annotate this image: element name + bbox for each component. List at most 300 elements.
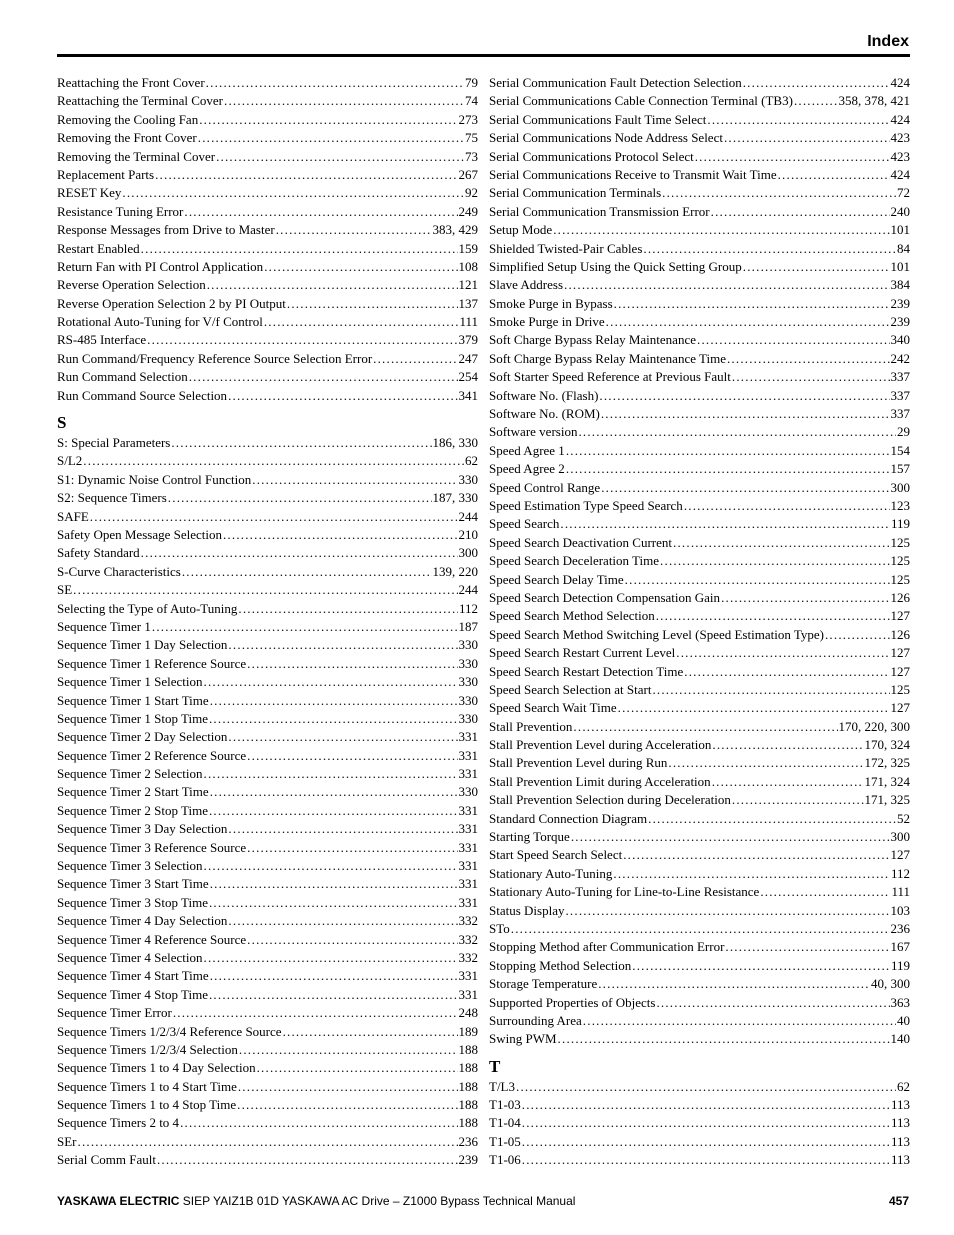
dot-leader	[707, 111, 889, 129]
index-entry	[489, 938, 910, 956]
index-entry	[489, 994, 910, 1012]
index-entry-name: Sequence Timer 2 Stop Time	[57, 802, 208, 818]
index-entry-name: Swing PWM	[489, 1031, 557, 1047]
index-entry-name: Response Messages from Drive to Master	[57, 222, 275, 238]
dot-leader	[210, 692, 458, 710]
dot-leader	[204, 949, 458, 967]
index-entry-pages: 111	[459, 314, 478, 330]
index-entry-name: T/L3	[489, 1078, 515, 1094]
index-entry	[57, 1023, 478, 1041]
index-entry	[489, 405, 910, 423]
dot-leader	[662, 184, 896, 202]
index-entry-pages: 340	[890, 332, 910, 348]
index-entry	[57, 331, 478, 349]
index-entry-name: Slave Address	[489, 277, 564, 293]
index-entry	[57, 1114, 478, 1132]
dot-leader	[516, 1078, 896, 1096]
index-entry-pages: 170, 220, 300	[838, 718, 910, 734]
index-entry	[489, 1012, 910, 1030]
index-entry	[489, 74, 910, 92]
dot-leader	[247, 655, 457, 673]
index-entry-name: Serial Communication Terminals	[489, 185, 662, 201]
index-entry-pages: 113	[890, 1115, 910, 1131]
dot-leader	[558, 1030, 890, 1048]
dot-leader	[264, 258, 457, 276]
dot-leader	[598, 975, 870, 993]
index-entry-pages: 127	[890, 663, 910, 679]
dot-leader	[725, 938, 889, 956]
index-entry-name: Speed Control Range	[489, 479, 601, 495]
index-entry-name: Sequence Timer 3 Reference Source	[57, 839, 247, 855]
index-entry-name: Resistance Tuning Error	[57, 203, 184, 219]
index-entry	[57, 74, 478, 92]
index-entry-name: Sequence Timer 4 Start Time	[57, 968, 209, 984]
dot-leader	[712, 736, 863, 754]
dot-leader	[732, 791, 864, 809]
index-entry-pages: 119	[890, 957, 910, 973]
index-entry-pages: 337	[890, 406, 910, 422]
index-entry-pages: 331	[458, 802, 478, 818]
index-entry-pages: 239	[458, 1152, 478, 1168]
index-entry-pages: 242	[890, 350, 910, 366]
dot-leader	[209, 710, 458, 728]
index-entry-pages: 331	[458, 766, 478, 782]
dot-leader	[522, 1114, 890, 1132]
index-entry-pages: 127	[890, 700, 910, 716]
index-entry-pages: 273	[458, 111, 478, 127]
index-entry-pages: 112	[458, 600, 478, 616]
index-entry-name: Speed Search Method Switching Level (Speed Estimation Type)	[489, 626, 824, 642]
index-entry-name: Sequence Timers 2 to 4	[57, 1115, 180, 1131]
footer-page-number: 457	[888, 1194, 909, 1208]
index-entry-pages: 424	[890, 111, 910, 127]
dot-leader	[173, 1004, 458, 1022]
index-entry	[57, 820, 478, 838]
page-header-title: Index	[867, 33, 909, 50]
index-entry-pages: 101	[890, 222, 910, 238]
index-entry	[57, 581, 478, 599]
index-entry	[57, 221, 478, 239]
index-entry-name: Sequence Timer 4 Stop Time	[57, 986, 208, 1002]
index-entry-pages: 236	[890, 920, 910, 936]
index-entry-pages: 74	[465, 93, 478, 109]
index-entry	[57, 1059, 478, 1077]
index-entry	[489, 350, 910, 368]
dot-leader	[209, 894, 458, 912]
footer-brand: YASKAWA ELECTRIC	[57, 1194, 180, 1208]
dot-leader	[695, 148, 890, 166]
index-entry-pages: 254	[458, 369, 478, 385]
index-entry-name: Sequence Timer 4 Selection	[57, 949, 203, 965]
dot-leader	[216, 148, 464, 166]
dot-leader	[237, 1096, 457, 1114]
index-entry-pages: 189	[458, 1023, 478, 1039]
index-entry	[57, 673, 478, 691]
dot-leader	[157, 1151, 458, 1169]
dot-leader	[182, 563, 432, 581]
dot-leader	[794, 92, 838, 110]
index-entry	[489, 571, 910, 589]
index-entry	[57, 1151, 478, 1169]
index-entry-name: Software version	[489, 424, 578, 440]
entry-group-s-left	[57, 434, 478, 1170]
dot-leader	[228, 636, 457, 654]
index-entry-pages: 170, 324	[864, 737, 910, 753]
dot-leader	[711, 203, 890, 221]
index-entry	[57, 839, 478, 857]
index-entry	[57, 129, 478, 147]
index-entry-name: S-Curve Characteristics	[57, 563, 181, 579]
index-entry	[489, 902, 910, 920]
dot-leader	[632, 957, 890, 975]
index-entry-name: Simplified Setup Using the Quick Setting Group	[489, 258, 742, 274]
index-entry	[57, 387, 478, 405]
index-entry-name: Sequence Timers 1/2/3/4 Selection	[57, 1041, 238, 1057]
index-entry-pages: 187, 330	[432, 490, 478, 506]
dot-leader	[613, 865, 890, 883]
footer-manual-name: SIEP YAIZ1B 01D YASKAWA AC Drive – Z1000 Bypass Technical Manual	[179, 1194, 576, 1208]
index-entry	[57, 894, 478, 912]
index-entry-pages: 125	[890, 571, 910, 587]
index-entry	[489, 1133, 910, 1151]
index-entry-pages: 75	[465, 130, 478, 146]
index-entry	[57, 636, 478, 654]
index-entry	[57, 184, 478, 202]
index-entry-name: Serial Communications Node Address Select	[489, 130, 723, 146]
index-entry-pages: 239	[890, 314, 910, 330]
index-entry-name: Storage Temperature	[489, 976, 598, 992]
index-entry-pages: 330	[458, 674, 478, 690]
index-entry-name: Safety Open Message Selection	[57, 526, 222, 542]
index-entry-pages: 332	[458, 949, 478, 965]
index-entry	[57, 986, 478, 1004]
index-entry-pages: 331	[458, 986, 478, 1002]
dot-leader	[553, 221, 889, 239]
dot-leader	[656, 994, 889, 1012]
index-entry	[57, 1133, 478, 1151]
index-entry-pages: 112	[890, 865, 910, 881]
index-entry-pages: 111	[891, 884, 910, 900]
dot-leader	[601, 405, 890, 423]
dot-leader	[83, 452, 464, 470]
entry-group-before-s	[57, 74, 478, 405]
index-entry	[489, 515, 910, 533]
index-entry	[57, 857, 478, 875]
dot-leader	[207, 276, 458, 294]
dot-leader	[648, 810, 896, 828]
dot-leader	[625, 571, 890, 589]
index-entry	[57, 1004, 478, 1022]
index-entry-pages: 331	[458, 858, 478, 874]
index-entry	[489, 423, 910, 441]
index-entry	[489, 589, 910, 607]
index-entry-pages: 424	[890, 166, 910, 182]
index-entry-pages: 423	[890, 148, 910, 164]
dot-leader	[566, 460, 890, 478]
dot-leader	[712, 773, 864, 791]
index-entry	[489, 754, 910, 772]
index-entry-pages: 358, 378, 421	[838, 93, 910, 109]
index-entry-pages: 188	[458, 1060, 478, 1076]
index-entry-pages: 119	[890, 516, 910, 532]
index-entry-pages: 337	[890, 387, 910, 403]
dot-leader	[141, 544, 458, 562]
index-entry-pages: 159	[458, 240, 478, 256]
index-entry	[57, 203, 478, 221]
dot-leader	[228, 912, 457, 930]
dot-leader	[206, 74, 464, 92]
index-entry	[489, 883, 910, 901]
dot-leader	[209, 986, 458, 1004]
section-letter-t: T	[489, 1056, 501, 1076]
index-entry-name: Software No. (ROM)	[489, 406, 600, 422]
index-entry-name: Sequence Timer 2 Day Selection	[57, 729, 228, 745]
index-entry	[489, 1078, 910, 1096]
dot-leader	[228, 387, 457, 405]
index-entry-pages: 127	[890, 847, 910, 863]
index-entry-name: Return Fan with PI Control Application	[57, 258, 264, 274]
index-entry-name: Removing the Front Cover	[57, 130, 197, 146]
header-rule	[57, 54, 910, 57]
index-entry-pages: 140	[890, 1031, 910, 1047]
index-entry	[489, 644, 910, 662]
index-entry-pages: 127	[890, 645, 910, 661]
dot-leader	[743, 258, 890, 276]
index-entry	[57, 295, 478, 313]
index-entry	[489, 295, 910, 313]
index-entry-pages: 363	[890, 994, 910, 1010]
index-entry-pages: 73	[465, 148, 478, 164]
index-entry	[489, 663, 910, 681]
index-entry-name: Sequence Timer 3 Stop Time	[57, 894, 208, 910]
index-entry	[57, 313, 478, 331]
index-entry	[489, 313, 910, 331]
index-entry-name: Serial Communications Receive to Transmit Wait Time	[489, 166, 777, 182]
index-entry	[489, 1151, 910, 1169]
index-entry-pages: 139, 220	[432, 563, 478, 579]
dot-leader	[618, 699, 890, 717]
dot-leader	[189, 368, 458, 386]
index-entry	[57, 111, 478, 129]
dot-leader	[732, 368, 890, 386]
index-entry-name: Sequence Timer 3 Selection	[57, 858, 203, 874]
index-entry-pages: 171, 325	[864, 792, 910, 808]
index-entry-name: Surrounding Area	[489, 1012, 582, 1028]
dot-leader	[825, 626, 890, 644]
dot-leader	[122, 184, 464, 202]
index-entry-name: Soft Charge Bypass Relay Maintenance Time	[489, 350, 726, 366]
index-entry-name: Sequence Timer 1	[57, 618, 151, 634]
index-entry	[489, 699, 910, 717]
index-entry-name: Sequence Timer 2 Selection	[57, 766, 203, 782]
index-entry	[489, 773, 910, 791]
index-entry-pages: 330	[458, 710, 478, 726]
index-entry	[489, 957, 910, 975]
dot-leader	[583, 1012, 896, 1030]
index-entry	[57, 747, 478, 765]
index-entry-name: Speed Search Wait Time	[489, 700, 617, 716]
index-entry-pages: 172, 325	[864, 755, 910, 771]
index-entry-name: Sequence Timer 3 Day Selection	[57, 821, 228, 837]
index-entry	[489, 148, 910, 166]
dot-leader	[155, 166, 457, 184]
index-entry	[489, 681, 910, 699]
index-entry-name: Speed Search Deactivation Current	[489, 534, 673, 550]
dot-leader	[171, 434, 431, 452]
index-entry-name: Sequence Timer 4 Reference Source	[57, 931, 247, 947]
index-entry-pages: 113	[890, 1152, 910, 1168]
index-entry-pages: 300	[458, 545, 478, 561]
index-entry-name: Sequence Timer 1 Start Time	[57, 692, 209, 708]
dot-leader	[571, 828, 890, 846]
index-entry	[57, 489, 478, 507]
index-entry	[489, 92, 910, 110]
index-entry-pages: 249	[458, 203, 478, 219]
index-entry	[489, 221, 910, 239]
index-entry-name: Speed Search	[489, 516, 560, 532]
index-entry-pages: 244	[458, 508, 478, 524]
dot-leader	[73, 581, 457, 599]
index-entry-pages: 330	[458, 692, 478, 708]
index-entry	[57, 618, 478, 636]
index-entry-name: Sequence Timers 1/2/3/4 Reference Source	[57, 1023, 282, 1039]
index-entry	[489, 166, 910, 184]
index-entry-pages: 236	[458, 1133, 478, 1149]
dot-leader	[239, 1041, 458, 1059]
index-entry-name: S/L2	[57, 453, 83, 469]
index-entry-pages: 424	[890, 75, 910, 90]
index-entry-name: Sequence Timer Error	[57, 1005, 172, 1021]
index-entry-name: Sequence Timer 2 Reference Source	[57, 747, 247, 763]
index-entry	[489, 276, 910, 294]
index-entry	[57, 692, 478, 710]
index-entry-name: Sequence Timer 4 Day Selection	[57, 913, 228, 929]
index-entry-pages: 62	[465, 453, 478, 469]
dot-leader	[264, 313, 459, 331]
dot-leader	[204, 857, 458, 875]
index-entry	[489, 1096, 910, 1114]
index-entry	[489, 828, 910, 846]
index-entry-name: Sequence Timer 3 Start Time	[57, 876, 209, 892]
entry-group-t	[489, 1078, 910, 1170]
dot-leader	[656, 607, 890, 625]
index-entry-name: RS-485 Interface	[57, 332, 147, 348]
index-entry-name: Stall Prevention Level during Run	[489, 755, 668, 771]
index-entry-name: Restart Enabled	[57, 240, 140, 256]
index-entry-pages: 384	[890, 277, 910, 293]
index-entry-pages: 248	[458, 1005, 478, 1021]
dot-leader	[276, 221, 432, 239]
dot-leader	[78, 1133, 458, 1151]
dot-leader	[184, 203, 457, 221]
index-entry-pages: 383, 429	[432, 222, 478, 238]
index-entry-name: RESET Key	[57, 185, 122, 201]
index-entry-pages: 62	[897, 1078, 910, 1094]
index-column-right	[489, 74, 910, 1170]
index-entry-name: Selecting the Type of Auto-Tuning	[57, 600, 238, 616]
index-entry-name: Sequence Timers 1 to 4 Start Time	[57, 1078, 237, 1094]
index-entry	[57, 1096, 478, 1114]
index-entry	[489, 552, 910, 570]
dot-leader	[90, 508, 458, 526]
dot-leader	[210, 783, 458, 801]
dot-leader	[724, 129, 890, 147]
index-entry-name: SE	[57, 582, 73, 598]
index-entry-name: Sequence Timer 2 Start Time	[57, 784, 209, 800]
index-entry-name: Speed Estimation Type Speed Search	[489, 497, 683, 513]
index-entry-name: T1-04	[489, 1115, 521, 1131]
index-entry-name: Stall Prevention Selection during Deceleration	[489, 792, 731, 808]
index-entry-name: Standard Connection Diagram	[489, 810, 648, 826]
dot-leader	[238, 600, 458, 618]
index-entry-name: Sequence Timers 1 to 4 Stop Time	[57, 1097, 237, 1113]
index-entry	[489, 497, 910, 515]
index-entry-name: Speed Search Detection Compensation Gain	[489, 589, 721, 605]
dot-leader	[743, 74, 890, 92]
dot-leader	[247, 839, 457, 857]
index-entry-pages: 123	[890, 497, 910, 513]
index-entry-pages: 331	[458, 729, 478, 745]
index-entry	[57, 967, 478, 985]
index-entry-name: SEr	[57, 1133, 77, 1149]
index-entry	[57, 655, 478, 673]
dot-leader	[727, 350, 890, 368]
index-entry-name: Run Command/Frequency Reference Source Selection Error	[57, 350, 373, 366]
index-entry	[489, 865, 910, 883]
index-entry-pages: 247	[458, 350, 478, 366]
index-entry-name: Run Command Selection	[57, 369, 188, 385]
index-entry-name: Speed Search Deceleration Time	[489, 553, 660, 569]
index-entry-name: Sequence Timer 1 Stop Time	[57, 710, 208, 726]
index-entry-pages: 330	[458, 471, 478, 487]
index-entry-pages: 167	[890, 939, 910, 955]
dot-leader	[252, 471, 457, 489]
index-entry	[57, 563, 478, 581]
dot-leader	[676, 644, 889, 662]
dot-leader	[198, 129, 464, 147]
dot-leader	[565, 902, 889, 920]
index-entry-pages: 29	[897, 424, 910, 440]
index-entry-pages: 137	[458, 295, 478, 311]
index-entry	[489, 1114, 910, 1132]
index-entry-name: Sequence Timer 1 Reference Source	[57, 655, 247, 671]
index-entry	[489, 607, 910, 625]
index-entry	[489, 331, 910, 349]
index-entry-pages: 331	[458, 894, 478, 910]
dot-leader	[287, 295, 458, 313]
index-entry-name: T1-05	[489, 1133, 521, 1149]
index-entry	[57, 508, 478, 526]
index-entry-name: Replacement Parts	[57, 166, 155, 182]
index-entry	[57, 931, 478, 949]
index-entry-pages: 332	[458, 913, 478, 929]
index-entry-name: Soft Starter Speed Reference at Previous Fault	[489, 369, 731, 385]
index-entry-name: Speed Search Method Selection	[489, 608, 655, 624]
dot-leader	[204, 673, 458, 691]
index-entry	[57, 452, 478, 470]
index-entry-pages: 331	[458, 876, 478, 892]
dot-leader	[522, 1151, 890, 1169]
index-entry-name: Speed Search Delay Time	[489, 571, 624, 587]
dot-leader	[228, 728, 457, 746]
index-entry-name: Safety Standard	[57, 545, 140, 561]
index-entry	[489, 387, 910, 405]
index-entry-pages: 330	[458, 784, 478, 800]
index-entry-name: Supported Properties of Objects	[489, 994, 656, 1010]
dot-leader	[614, 295, 890, 313]
index-entry	[57, 258, 478, 276]
index-entry-name: Setup Mode	[489, 222, 553, 238]
